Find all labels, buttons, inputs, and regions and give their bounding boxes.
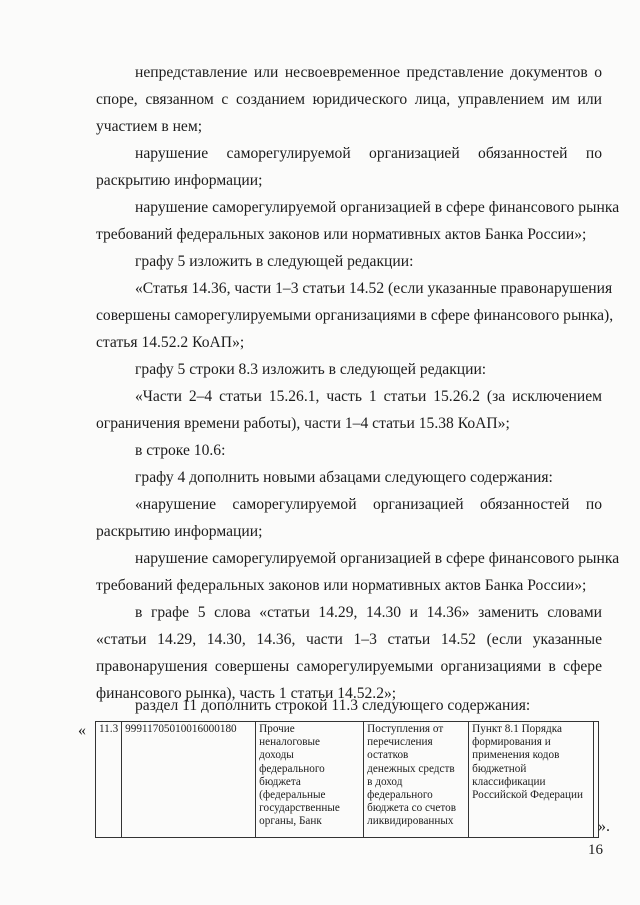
cell-line: федерального: [367, 789, 433, 802]
cell-line: государственные: [259, 802, 340, 815]
table-cell-basis: [469, 722, 594, 838]
cell-line: ликвидированных: [367, 815, 454, 828]
text-line: «Части 2–4 статьи 15.26.1, часть 1 статьи 15.26.2 (за исключением: [135, 388, 602, 405]
budget-code-table: [95, 721, 599, 838]
text-line: раскрытию информации;: [96, 172, 263, 189]
cell-line: Пункт 8.1 Порядка: [472, 723, 562, 735]
cell-line: органы, Банк: [259, 815, 322, 828]
cell-line: остатков: [367, 749, 409, 762]
text-line: требований федеральных законов или нормативных актов Банка России»;: [96, 226, 587, 243]
cell-line: формирования и: [472, 736, 551, 749]
closing-quote: ».: [598, 818, 610, 835]
text-line: «нарушение саморегулируемой организацией обязанностей по: [135, 496, 602, 513]
text-line: правонарушения совершены саморегулируемыми организациями в сфере: [96, 658, 602, 675]
text-line: раздел 11 дополнить строкой 11.3 следующего содержания:: [135, 697, 531, 714]
text-line: нарушение саморегулируемой организацией в сфере финансового рынка: [135, 550, 620, 567]
text-line: раскрытию информации;: [96, 523, 263, 540]
cell-line: бюджетной: [472, 762, 527, 775]
table-row: [96, 722, 599, 838]
cell-line: перечисления: [367, 736, 433, 749]
cell-line: применения кодов: [472, 749, 560, 762]
page-number: 16: [588, 842, 603, 858]
text-line: нарушение саморегулируемой организацией в сфере финансового рынка: [135, 199, 620, 216]
text-line: совершены саморегулируемыми организациями в сфере финансового рынка),: [96, 307, 614, 324]
text-line: статья 14.52.2 КоАП»;: [96, 334, 245, 351]
table-cell-row-number: [96, 722, 122, 838]
cell-line: Поступления от: [367, 723, 444, 735]
cell-line: 99911705010016000180: [125, 723, 237, 735]
table-cell-code: [122, 722, 256, 838]
cell-line: Российской Федерации: [472, 789, 583, 802]
text-line: нарушение саморегулируемой организацией обязанностей по: [135, 145, 602, 162]
text-line: в строке 10.6:: [135, 442, 226, 459]
cell-line: денежных средств: [367, 762, 455, 775]
cell-line: доходы: [259, 749, 294, 762]
cell-line: 11.3: [99, 723, 119, 735]
text-line: требований федеральных законов или нормативных актов Банка России»;: [96, 577, 587, 594]
cell-line: федерального: [259, 762, 325, 775]
cell-line: Прочие: [259, 723, 295, 735]
text-line: графу 5 строки 8.3 изложить в следующей редакции:: [135, 361, 487, 378]
text-line: споре, связанном с созданием юридического лица, управлением им или: [96, 91, 602, 108]
text-line: графу 4 дополнить новыми абзацами следующего содержания:: [135, 469, 553, 486]
cell-line: (федеральные: [259, 789, 326, 802]
text-line: участием в нем;: [96, 118, 203, 135]
text-line: в графе 5 слова «статьи 14.29, 14.30 и 14.36» заменить словами: [135, 604, 602, 621]
text-line: графу 5 изложить в следующей редакции:: [135, 253, 414, 270]
cell-line: бюджета: [259, 775, 301, 788]
table-cell-description: [364, 722, 469, 838]
table-cell-name: [256, 722, 364, 838]
cell-line: классификации: [472, 775, 546, 788]
cell-line: в доход: [367, 775, 403, 788]
text-line: финансового рынка), часть 1 статьи 14.52.2»;: [96, 685, 397, 702]
text-line: «статьи 14.29, 14.30, 14.36, части 1–3 статьи 14.52 (если указанные: [96, 631, 602, 648]
text-line: «Статья 14.36, части 1–3 статьи 14.52 (если указанные правонарушения: [135, 280, 613, 297]
cell-line: неналоговые: [259, 736, 321, 749]
opening-quote: «: [78, 722, 86, 739]
text-line: непредставление или несвоевременное представление документов о: [135, 64, 602, 81]
text-line: ограничения времени работы), части 1–4 статьи 15.38 КоАП»;: [96, 415, 510, 432]
cell-line: бюджета со счетов: [367, 802, 456, 815]
